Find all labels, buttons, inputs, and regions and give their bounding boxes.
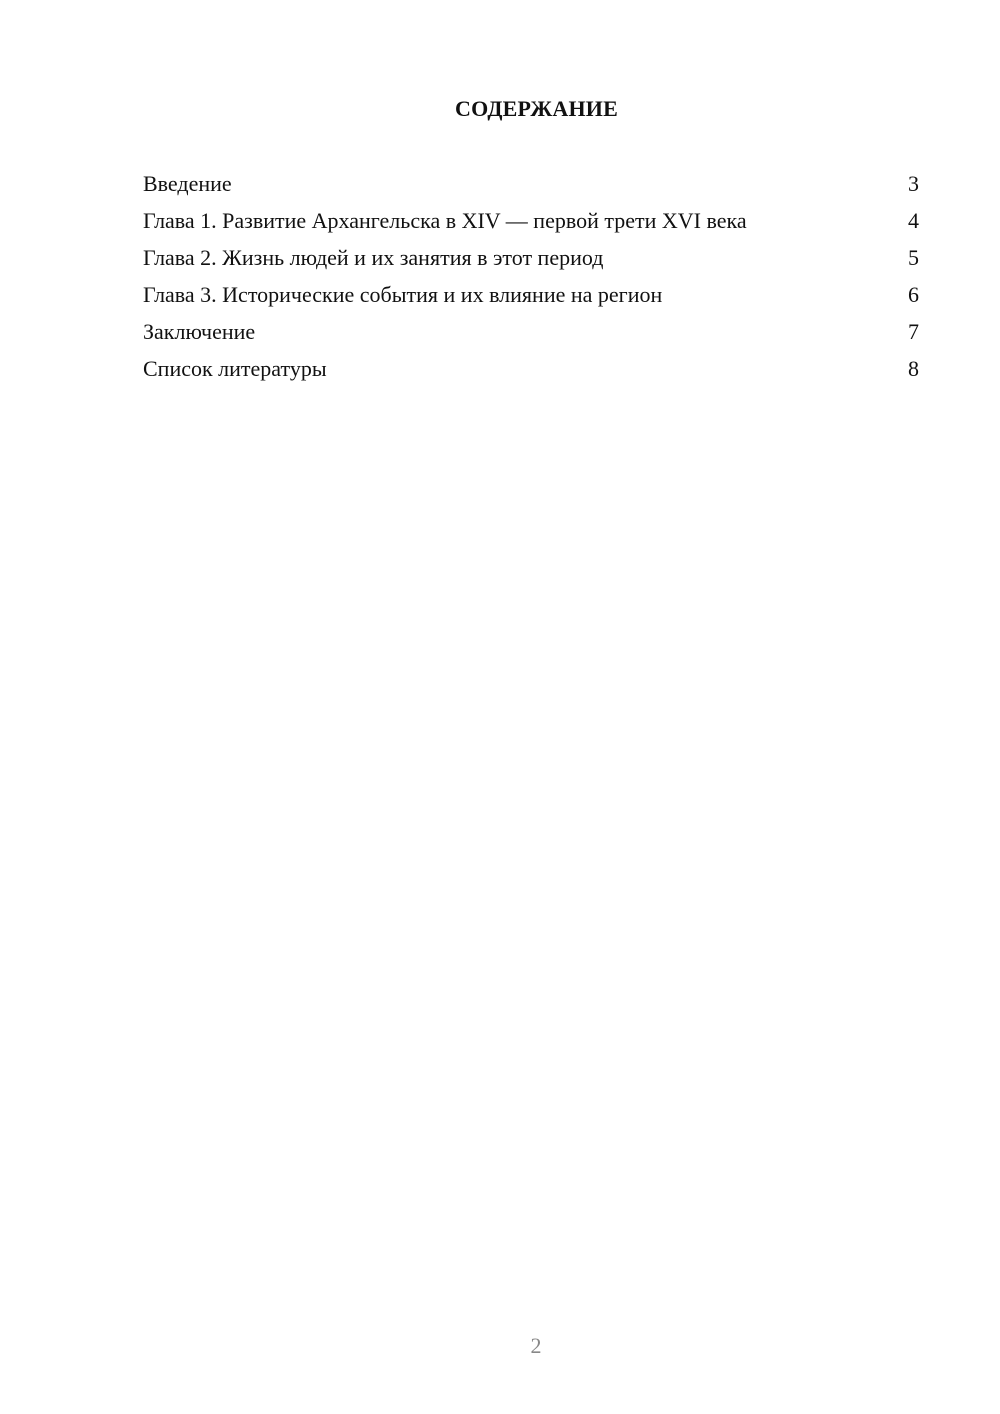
toc-entry-page: 5 bbox=[908, 245, 919, 270]
table-of-contents bbox=[143, 170, 919, 392]
toc-title-container bbox=[143, 96, 930, 122]
toc-entry-bibliography bbox=[143, 355, 919, 382]
toc-title: СОДЕРЖАНИЕ bbox=[455, 96, 618, 121]
toc-entry-chapter-3 bbox=[143, 281, 919, 308]
toc-entry-introduction bbox=[143, 170, 919, 197]
toc-entry-label: Глава 2. Жизнь людей и их занятия в этот период bbox=[143, 245, 604, 270]
toc-entry-conclusion bbox=[143, 318, 919, 345]
toc-entry-chapter-2 bbox=[143, 244, 919, 271]
page-number: 2 bbox=[530, 1333, 542, 1358]
toc-entry-chapter-1 bbox=[143, 207, 919, 234]
toc-entry-label: Заключение bbox=[143, 319, 256, 344]
toc-entry-page: 4 bbox=[908, 208, 919, 233]
toc-entry-label: Глава 3. Исторические события и их влияние на регион bbox=[143, 282, 663, 307]
toc-entry-label: Список литературы bbox=[143, 356, 327, 381]
toc-entry-label: Введение bbox=[143, 171, 232, 196]
toc-entry-page: 6 bbox=[908, 282, 919, 307]
toc-entry-page: 8 bbox=[908, 356, 919, 381]
toc-entry-page: 7 bbox=[908, 319, 919, 344]
toc-entry-page: 3 bbox=[908, 171, 919, 196]
toc-entry-label: Глава 1. Развитие Архангельска в XIV — первой трети XVI века bbox=[143, 208, 747, 233]
